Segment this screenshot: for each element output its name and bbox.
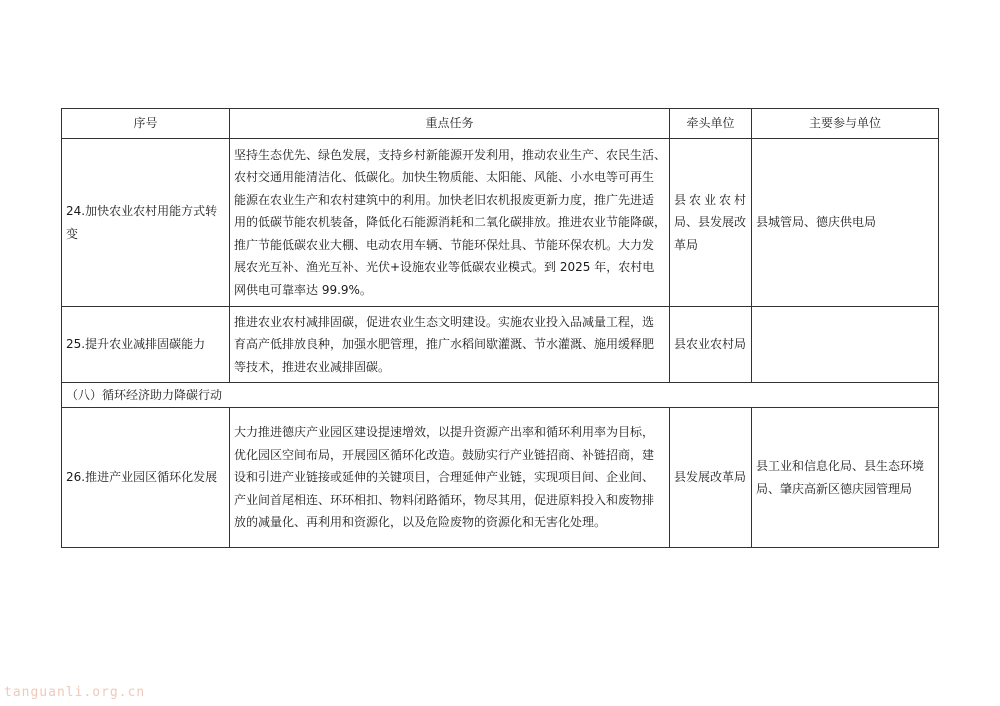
table-row xyxy=(62,139,939,307)
section-row xyxy=(62,383,939,408)
watermark-text: tanguanli.org.cn xyxy=(4,685,146,700)
table-row xyxy=(62,408,939,548)
task-line: 等技术，推进农业减排固碳。 xyxy=(234,359,391,374)
task-line: 网供电可靠率达 99.9%。 xyxy=(234,282,372,297)
header-task: 重点任务 xyxy=(230,109,670,139)
lead-line: 县农业农村 xyxy=(674,192,750,207)
task-line: 放的减量化、再利用和资源化，以及危险废物的资源化和无害化处理。 xyxy=(234,515,607,530)
lead-line: 县农业农村局 xyxy=(674,337,747,352)
seq-text: 24.加快农业农村用能方式转变 xyxy=(66,204,218,241)
header-participants: 主要参与单位 xyxy=(752,109,939,139)
seq-cell xyxy=(62,307,230,383)
table-header-row xyxy=(62,109,939,139)
task-cell xyxy=(230,408,670,548)
participants-line: 局、肇庆高新区德庆园管理局 xyxy=(756,481,913,496)
task-line: 产业间首尾相连、环环相扣、物料闭路循环，物尽其用，促进原料投入和废物排 xyxy=(234,492,655,507)
lead-cell xyxy=(670,307,752,383)
lead-cell xyxy=(670,139,752,307)
lead-line: 县发展改革局 xyxy=(674,470,747,485)
participants-cell xyxy=(752,408,939,548)
task-line: 优化园区空间布局，开展园区循环化改造。鼓励实行产业链招商、补链招商，建 xyxy=(234,447,655,462)
task-line: 设和引进产业链接或延伸的关键项目，合理延伸产业链，实现项目间、企业间、 xyxy=(234,470,655,485)
seq-cell xyxy=(62,408,230,548)
lead-line: 革局 xyxy=(674,237,699,252)
participants-text: 县城管局、德庆供电局 xyxy=(756,215,877,230)
participants-line: 县工业和信息化局、县生态环境 xyxy=(756,459,925,473)
task-line: 展农光互补、渔光互补、光伏+设施农业等低碳农业模式。到 2025 年，农村电 xyxy=(234,260,655,275)
participants-cell xyxy=(752,139,939,307)
key-tasks-table xyxy=(61,108,939,548)
task-line: 能源在农业生产和农村建筑中的利用。加快老旧农机报废更新力度，推广先进适 xyxy=(234,192,655,207)
task-cell xyxy=(230,307,670,383)
lead-cell xyxy=(670,408,752,548)
header-seq: 序号 xyxy=(62,109,230,139)
task-cell xyxy=(230,139,670,307)
lead-line: 局、县发展改 xyxy=(674,215,747,230)
task-line: 大力推进德庆产业园区建设提速增效，以提升资源产出率和循环利用率为目标， xyxy=(234,425,655,440)
task-line: 推进农业农村减排固碳，促进农业生态文明建设。实施农业投入品减量工程，选 xyxy=(234,314,655,329)
header-lead: 牵头单位 xyxy=(670,109,752,139)
section-title: （八）循环经济助力降碳行动 xyxy=(62,383,939,408)
task-line: 育高产低排放良种，加强水肥管理，推广水稻间歇灌溉、节水灌溉、施用缓释肥 xyxy=(234,337,655,352)
task-line: 坚持生态优先、绿色发展，支持乡村新能源开发利用，推动农业生产、农民生活、 xyxy=(234,147,667,162)
seq-cell xyxy=(62,139,230,307)
table-row xyxy=(62,307,939,383)
task-line: 农村交通用能清洁化、低碳化。加快生物质能、太阳能、风能、小水电等可再生 xyxy=(234,170,655,185)
seq-text: 25.提升农业减排固碳能力 xyxy=(66,337,206,352)
seq-text: 26.推进产业园区循环化发展 xyxy=(66,470,218,485)
task-line: 推广节能低碳农业大棚、电动农用车辆、节能环保灶具、节能环保农机。大力发 xyxy=(234,237,655,252)
task-line: 用的低碳节能农机装备，降低化石能源消耗和二氧化碳排放。推进农业节能降碳， xyxy=(234,215,667,230)
participants-cell xyxy=(752,307,939,383)
